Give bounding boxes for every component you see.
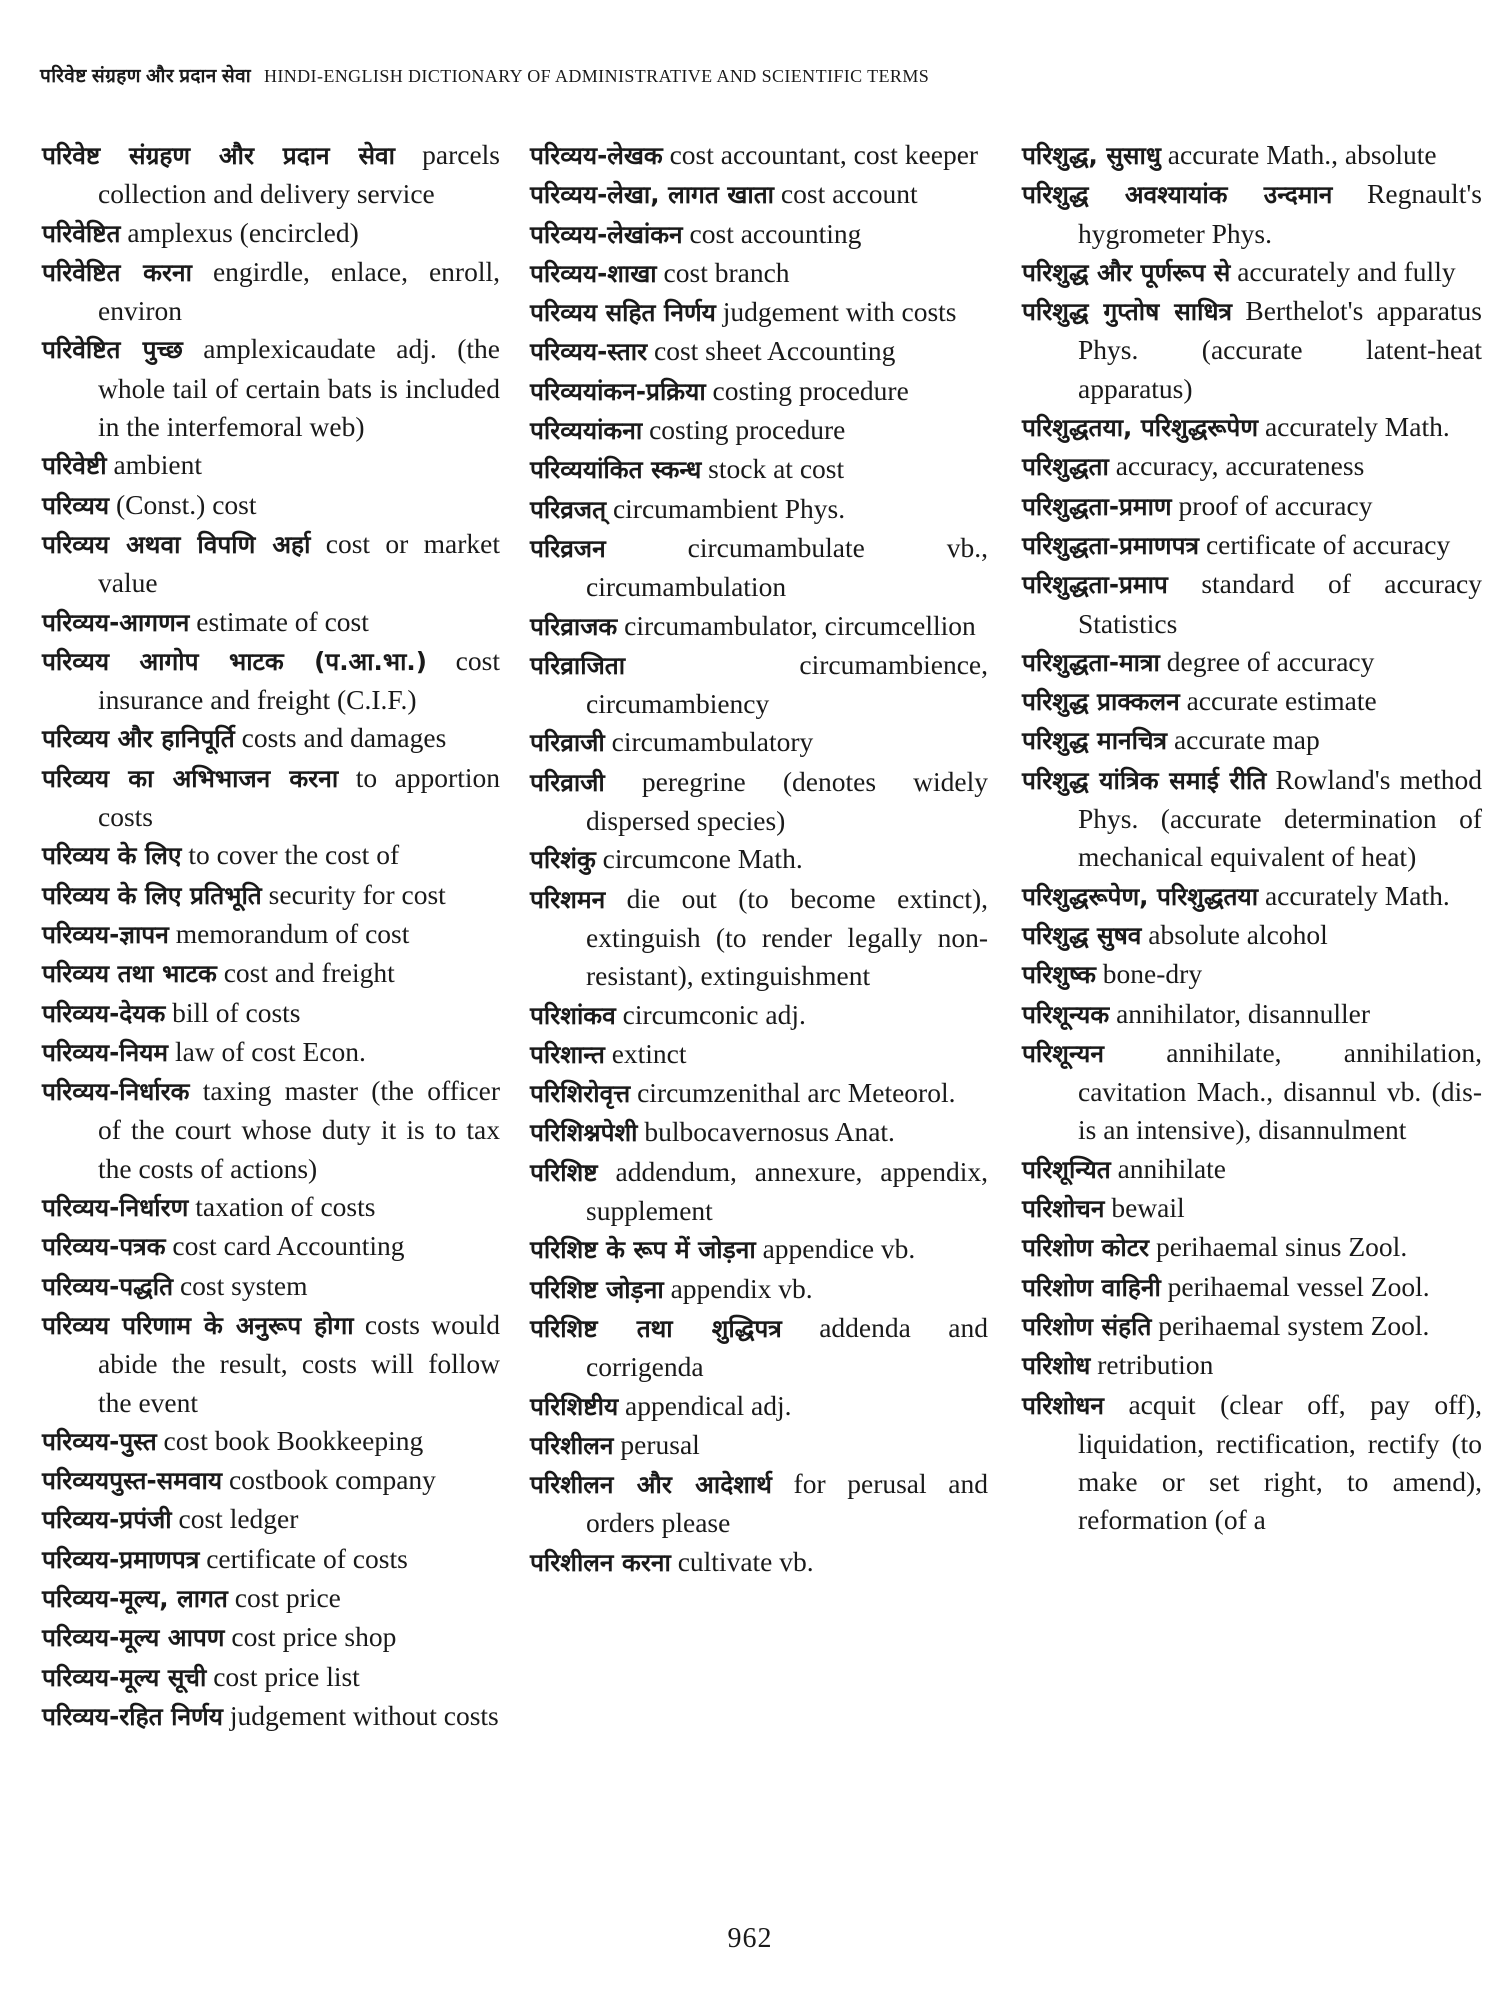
entry-term: परिशुद्ध, सुसाधु bbox=[1022, 141, 1161, 170]
dictionary-entry bbox=[530, 996, 988, 1035]
entry-term: परिव्राजी bbox=[530, 728, 605, 758]
entry-term: परिव्राजक bbox=[530, 611, 618, 641]
entry-definition: ambient bbox=[106, 449, 203, 481]
dictionary-entry bbox=[42, 1658, 500, 1697]
dictionary-entry bbox=[42, 1461, 500, 1500]
dictionary-entry bbox=[1022, 916, 1482, 955]
dictionary-entry bbox=[530, 1387, 988, 1426]
dictionary-entry bbox=[1022, 253, 1482, 292]
dictionary-entry bbox=[530, 1074, 988, 1113]
entry-definition: appendical adj. bbox=[618, 1389, 792, 1421]
dictionary-entry bbox=[42, 1579, 500, 1618]
entry-term: परिव्रजन bbox=[530, 533, 606, 563]
entry-term: परिशुद्ध मानचित्र bbox=[1022, 726, 1168, 756]
dictionary-entry bbox=[530, 880, 988, 996]
entry-definition: circumambience, circumambiency bbox=[586, 648, 988, 720]
entry-definition: circumambulate vb., circumambulation bbox=[586, 531, 988, 603]
entry-term: परिशोध bbox=[1022, 1351, 1091, 1381]
dictionary-entry bbox=[1022, 408, 1482, 447]
entry-definition: cost or market value bbox=[98, 527, 500, 599]
entry-term: परिव्यय-मूल्य आपण bbox=[42, 1623, 225, 1653]
entry-definition: cost book Bookkeeping bbox=[156, 1424, 424, 1456]
dictionary-entry bbox=[42, 136, 500, 214]
entry-definition: appendix vb. bbox=[663, 1272, 813, 1304]
header-hindi-title: परिवेष्ट संग्रहण और प्रदान सेवा bbox=[40, 66, 252, 87]
dictionary-entry bbox=[530, 411, 988, 450]
dictionary-entry bbox=[530, 1113, 988, 1152]
dictionary-entry bbox=[42, 876, 500, 915]
entry-term: परिशोण कोटर bbox=[1022, 1233, 1150, 1263]
entry-definition: cost accounting bbox=[682, 217, 862, 249]
entry-definition: (Const.) cost bbox=[109, 488, 257, 520]
entry-term: परिवेष्टित करना bbox=[42, 257, 192, 287]
entry-term: परिशुद्धता bbox=[1022, 452, 1109, 482]
dictionary-entry bbox=[42, 1072, 500, 1188]
entry-definition: cost price bbox=[227, 1581, 341, 1613]
entry-definition: cost insurance and freight (C.I.F.) bbox=[98, 644, 500, 716]
running-header bbox=[40, 62, 1460, 88]
entry-term: परिशून्यित bbox=[1022, 1154, 1111, 1184]
dictionary-entry bbox=[530, 293, 988, 332]
entry-term: परिव्यय-मूल्य, लागत bbox=[42, 1583, 228, 1613]
dictionary-entry bbox=[42, 1500, 500, 1539]
dictionary-entry bbox=[1022, 955, 1482, 994]
entry-term: परिव्यय का अभिभाजन करना bbox=[42, 763, 339, 793]
entry-definition: certificate of accuracy bbox=[1199, 528, 1451, 560]
dictionary-entry bbox=[530, 1543, 988, 1582]
entry-definition: cost account bbox=[774, 178, 918, 210]
dictionary-entry bbox=[42, 719, 500, 758]
dictionary-entry bbox=[530, 332, 988, 371]
entry-term: परिव्रजत् bbox=[530, 494, 607, 524]
entry-definition: costbook company bbox=[222, 1464, 436, 1496]
entry-definition: addenda and corrigenda bbox=[586, 1311, 988, 1383]
dictionary-entry bbox=[1022, 1228, 1482, 1267]
entry-term: परिव्यय-नियम bbox=[42, 1037, 169, 1067]
entry-term: परिशुद्धरूपेण, परिशुद्धतया bbox=[1022, 881, 1259, 911]
dictionary-entry bbox=[42, 1306, 500, 1422]
dictionary-entry bbox=[530, 723, 988, 762]
entry-definition: cost price list bbox=[206, 1660, 360, 1692]
entry-term: परिव्यय-प्रमाणपत्र bbox=[42, 1544, 200, 1574]
dictionary-entry bbox=[42, 1540, 500, 1579]
dictionary-entry bbox=[1022, 175, 1482, 253]
entry-definition: amplexus (encircled) bbox=[120, 216, 359, 248]
dictionary-entry bbox=[530, 763, 988, 841]
entry-definition: cost branch bbox=[656, 256, 790, 288]
entry-term: परिव्यय के लिए प्रतिभूति bbox=[42, 880, 262, 910]
dictionary-entry bbox=[530, 254, 988, 293]
entry-definition: judgement with costs bbox=[715, 296, 957, 328]
entry-term: परिशंकु bbox=[530, 845, 596, 875]
dictionary-entry bbox=[1022, 565, 1482, 643]
dictionary-entry bbox=[1022, 995, 1482, 1034]
dictionary-entry bbox=[42, 1227, 500, 1266]
dictionary-entry bbox=[1022, 1307, 1482, 1346]
entry-definition: acquit (clear off, pay off), liquidation, rectification, rectify (to make or set right, to amend), reformation (of a bbox=[1078, 1388, 1482, 1536]
dictionary-entry bbox=[1022, 1034, 1482, 1150]
entry-definition: proof of accuracy bbox=[1171, 489, 1373, 521]
entry-term: परिव्यय और हानिपूर्ति bbox=[42, 724, 235, 754]
entry-term: परिवेष्टित पुच्छ bbox=[42, 335, 183, 365]
entry-definition: estimate of cost bbox=[189, 605, 369, 637]
entry-term: परिव्यय-लेखक bbox=[530, 141, 663, 170]
entry-definition: costs and damages bbox=[234, 722, 447, 754]
entry-term: परिशुद्धता-मात्रा bbox=[1022, 647, 1160, 677]
entry-term: परिशुद्ध अवश्यायांक उन्दमान bbox=[1022, 180, 1333, 210]
dictionary-entry bbox=[1022, 877, 1482, 916]
entry-term: परिव्यय-लेखा, लागत खाता bbox=[530, 180, 775, 210]
entry-term: परिव्यय आगोप भाटक (प.आ.भा.) bbox=[42, 646, 427, 676]
entry-term: परिशून्यन bbox=[1022, 1038, 1104, 1068]
entry-definition: parcels collection and delivery service bbox=[98, 139, 500, 210]
entry-definition: accurate estimate bbox=[1179, 685, 1377, 717]
entry-term: परिव्यय-निर्धारक bbox=[42, 1077, 190, 1107]
entry-term: परिव्यय-पत्रक bbox=[42, 1232, 166, 1262]
entry-definition: costing procedure bbox=[705, 374, 909, 406]
entry-definition: accurate map bbox=[1167, 724, 1320, 756]
dictionary-entry bbox=[1022, 292, 1482, 408]
dictionary-entry bbox=[42, 1697, 500, 1736]
entry-term: परिशून्यक bbox=[1022, 999, 1110, 1029]
dictionary-entry bbox=[1022, 1189, 1482, 1228]
dictionary-entry bbox=[530, 1230, 988, 1269]
entry-term: परिव्ययपुस्त-समवाय bbox=[42, 1466, 223, 1496]
entry-term: परिव्ययांकित स्कन्ध bbox=[530, 455, 702, 485]
entry-term: परिशुष्क bbox=[1022, 960, 1096, 990]
entry-term: परिशांकव bbox=[530, 1000, 616, 1030]
entry-term: परिव्यय-ज्ञापन bbox=[42, 919, 169, 949]
dictionary-entry bbox=[42, 954, 500, 993]
entry-term: परिशोण संहति bbox=[1022, 1311, 1152, 1341]
entry-definition: cost accountant, cost keeper bbox=[662, 139, 979, 170]
entry-term: परिशिष्ट के रूप में जोड़ना bbox=[530, 1235, 756, 1265]
entry-definition: cost system bbox=[173, 1269, 308, 1301]
entry-definition: Rowland's method Phys. (accurate determination of mechanical equivalent of heat) bbox=[1078, 763, 1482, 873]
dictionary-entry bbox=[1022, 721, 1482, 760]
entry-definition: standard of accuracy Statistics bbox=[1078, 568, 1482, 639]
entry-definition: circumzenithal arc Meteorol. bbox=[630, 1077, 956, 1109]
dictionary-entry bbox=[42, 836, 500, 875]
dictionary-entry bbox=[530, 136, 988, 175]
dictionary-entry bbox=[530, 1270, 988, 1309]
entry-definition: accurately Math. bbox=[1258, 411, 1450, 443]
dictionary-entry bbox=[530, 646, 988, 724]
entry-term: परिशिश्नपेशी bbox=[530, 1118, 638, 1148]
entry-term: परिशान्त bbox=[530, 1039, 605, 1069]
dictionary-entry bbox=[530, 490, 988, 529]
entry-term: परिव्यय-पुस्त bbox=[42, 1426, 157, 1456]
entry-term: परिशुद्ध यांत्रिक समाई रीति bbox=[1022, 765, 1267, 795]
dictionary-entry bbox=[42, 525, 500, 603]
entry-definition: judgement without costs bbox=[223, 1699, 499, 1731]
entry-definition: cost sheet Accounting bbox=[647, 335, 896, 367]
entry-definition: cultivate vb. bbox=[670, 1545, 814, 1577]
entry-term: परिव्यय bbox=[42, 490, 110, 520]
entry-term: परिशुद्धता-प्रमाप bbox=[1022, 570, 1168, 600]
dictionary-entry bbox=[42, 1033, 500, 1072]
dictionary-entry bbox=[42, 642, 500, 720]
entry-term: परिशमन bbox=[530, 884, 606, 914]
dictionary-entry bbox=[1022, 1268, 1482, 1307]
entry-term: परिशुद्ध सुषव bbox=[1022, 920, 1142, 950]
dictionary-entry bbox=[530, 1153, 988, 1231]
entry-definition: bone-dry bbox=[1095, 958, 1203, 990]
entry-definition: extinct bbox=[604, 1037, 687, 1069]
entry-term: परिव्यय-शाखा bbox=[530, 258, 657, 288]
entry-definition: taxing master (the officer of the court whose duty it is to tax the costs of actions) bbox=[98, 1075, 500, 1184]
dictionary-entry bbox=[42, 446, 500, 485]
entry-term: परिव्यय-देयक bbox=[42, 998, 166, 1028]
dictionary-entry bbox=[530, 1465, 988, 1543]
dictionary-entry bbox=[1022, 1150, 1482, 1189]
entry-definition: law of cost Econ. bbox=[168, 1035, 366, 1067]
entry-definition: annihilate, annihilation, cavitation Mach., disannul vb. (dis- is an intensive), disannulment bbox=[1078, 1036, 1482, 1146]
dictionary-entry bbox=[530, 372, 988, 411]
entry-definition: to cover the cost of bbox=[181, 839, 400, 871]
entry-term: परिव्यय-मूल्य सूची bbox=[42, 1662, 207, 1692]
entry-definition: stock at cost bbox=[701, 453, 845, 485]
dictionary-entry bbox=[1022, 136, 1482, 175]
entry-definition: memorandum of cost bbox=[168, 917, 410, 949]
dictionary-entry bbox=[530, 1035, 988, 1074]
dictionary-entry bbox=[530, 175, 988, 214]
entry-term: परिशुद्ध और पूर्णरूप से bbox=[1022, 257, 1231, 287]
entry-definition: for perusal and orders please bbox=[586, 1468, 988, 1539]
entry-definition: amplexicaudate adj. (the whole tail of certain bats is included in the interfemoral web) bbox=[98, 333, 500, 443]
dictionary-entry bbox=[42, 1188, 500, 1227]
entry-term: परिशिष्ट जोड़ना bbox=[530, 1274, 664, 1304]
entry-definition: accurate Math., absolute bbox=[1160, 139, 1437, 170]
dictionary-entry bbox=[42, 915, 500, 954]
entry-term: परिव्यय-लेखांकन bbox=[530, 219, 683, 249]
entry-term: परिव्यय-रहित निर्णय bbox=[42, 1701, 223, 1731]
dictionary-entry bbox=[1022, 1386, 1482, 1540]
entry-term: परिशुद्धतया, परिशुद्धरूपेण bbox=[1022, 413, 1259, 443]
dictionary-entry bbox=[42, 603, 500, 642]
entry-term: परिव्यय-आगणन bbox=[42, 607, 190, 637]
entry-term: परिव्राजिता bbox=[530, 650, 626, 680]
entry-definition: peregrine (denotes widely dispersed species) bbox=[586, 765, 988, 837]
page-number: 962 bbox=[727, 1923, 773, 1954]
entry-term: परिव्राजी bbox=[530, 767, 605, 797]
entry-term: परिव्यय के लिए bbox=[42, 841, 182, 871]
entry-definition: bewail bbox=[1104, 1192, 1185, 1224]
entry-term: परिशुद्धता-प्रमाण bbox=[1022, 491, 1172, 521]
dictionary-entry bbox=[42, 1422, 500, 1461]
entry-term: परिशोचन bbox=[1022, 1194, 1105, 1224]
entry-term: परिव्यय सहित निर्णय bbox=[530, 298, 716, 328]
dictionary-entry bbox=[42, 1618, 500, 1657]
entry-term: परिवेष्ट संग्रहण और प्रदान सेवा bbox=[42, 141, 395, 170]
entry-definition: costs would abide the result, costs will follow the event bbox=[98, 1308, 500, 1418]
entry-term: परिव्यय-पद्धति bbox=[42, 1271, 174, 1301]
dictionary-entry bbox=[530, 607, 988, 646]
dictionary-entry bbox=[1022, 526, 1482, 565]
entry-term: परिशुद्ध गुप्तोष साधित्र bbox=[1022, 297, 1233, 327]
entry-definition: security for cost bbox=[261, 878, 446, 910]
header-english-title: HINDI-ENGLISH DICTIONARY OF ADMINISTRATIVE AND SCIENTIFIC TERMS bbox=[263, 66, 930, 86]
entry-definition: appendice vb. bbox=[755, 1233, 916, 1265]
entry-term: परिवेष्टी bbox=[42, 451, 107, 481]
dictionary-entry bbox=[530, 1426, 988, 1465]
entry-term: परिशुद्ध प्राक्कलन bbox=[1022, 687, 1180, 717]
entry-term: परिशीलन bbox=[530, 1430, 614, 1460]
entry-term: परिव्यय तथा भाटक bbox=[42, 959, 217, 989]
dictionary-entry bbox=[1022, 643, 1482, 682]
entry-term: परिशुद्धता-प्रमाणपत्र bbox=[1022, 530, 1200, 560]
dictionary-entry bbox=[1022, 1346, 1482, 1385]
entry-definition: circumambulator, circumcellion bbox=[617, 609, 976, 641]
entry-term: परिशीलन और आदेशार्थ bbox=[530, 1470, 772, 1500]
entry-term: परिवेष्टित bbox=[42, 218, 121, 248]
entry-term: परिव्यय परिणाम के अनुरूप होगा bbox=[42, 1310, 354, 1340]
entry-definition: cost ledger bbox=[171, 1503, 299, 1535]
entry-definition: circumcone Math. bbox=[595, 843, 803, 875]
entry-definition: degree of accuracy bbox=[1159, 645, 1375, 677]
entry-definition: Regnault's hygrometer Phys. bbox=[1078, 178, 1482, 249]
dictionary-entry bbox=[530, 450, 988, 489]
dictionary-entry bbox=[42, 1267, 500, 1306]
entry-term: परिव्यय-स्तार bbox=[530, 337, 648, 367]
entry-term: परिशिष्ट तथा शुद्धिपत्र bbox=[530, 1313, 782, 1343]
dictionary-entry bbox=[530, 1309, 988, 1387]
entry-term: परिशिरोवृत्त bbox=[530, 1079, 631, 1109]
entry-term: परिशीलन करना bbox=[530, 1547, 671, 1577]
dictionary-entry bbox=[42, 994, 500, 1033]
entry-definition: Berthelot's apparatus Phys. (accurate latent-heat apparatus) bbox=[1078, 295, 1482, 404]
dictionary-entry bbox=[42, 759, 500, 837]
dictionary-entry bbox=[42, 330, 500, 446]
entry-definition: perusal bbox=[613, 1428, 700, 1460]
entry-definition: to apportion costs bbox=[98, 761, 500, 833]
column-1 bbox=[42, 136, 500, 1916]
entry-definition: taxation of costs bbox=[188, 1191, 376, 1223]
dictionary-entry bbox=[42, 486, 500, 525]
entry-definition: absolute alcohol bbox=[1141, 918, 1328, 950]
entry-definition: perihaemal vessel Zool. bbox=[1160, 1270, 1430, 1302]
dictionary-entry bbox=[1022, 761, 1482, 877]
column-3 bbox=[1022, 136, 1482, 1916]
entry-term: परिशोण वाहिनी bbox=[1022, 1272, 1161, 1302]
entry-term: परिव्यय-निर्धारण bbox=[42, 1193, 189, 1223]
entry-definition: annihilator, disannuller bbox=[1109, 997, 1371, 1029]
dictionary-entry bbox=[42, 214, 500, 253]
entry-term: परिशोधन bbox=[1022, 1390, 1104, 1420]
dictionary-entry bbox=[1022, 487, 1482, 526]
dictionary-entry bbox=[1022, 447, 1482, 486]
entry-definition: cost price shop bbox=[224, 1621, 397, 1653]
entry-definition: retribution bbox=[1090, 1349, 1214, 1381]
entry-definition: perihaemal system Zool. bbox=[1151, 1309, 1430, 1341]
dictionary-entry bbox=[530, 529, 988, 607]
entry-term: परिशिष्टीय bbox=[530, 1391, 619, 1421]
column-2 bbox=[530, 136, 988, 1916]
entry-term: परिव्ययांकना bbox=[530, 416, 643, 446]
entry-definition: circumambient Phys. bbox=[606, 492, 846, 524]
entry-definition: circumconic adj. bbox=[615, 998, 806, 1030]
entry-definition: accuracy, accurateness bbox=[1108, 450, 1365, 482]
entry-term: परिव्ययांकन-प्रक्रिया bbox=[530, 376, 706, 406]
entry-definition: costing procedure bbox=[642, 414, 846, 446]
entry-definition: engirdle, enlace, enroll, environ bbox=[98, 255, 500, 327]
entry-definition: bulbocavernosus Anat. bbox=[637, 1116, 895, 1148]
entry-definition: cost card Accounting bbox=[165, 1230, 405, 1262]
entry-definition: accurately and fully bbox=[1230, 255, 1456, 287]
entry-definition: addendum, annexure, appendix, supplement bbox=[586, 1155, 988, 1227]
entry-definition: perihaemal sinus Zool. bbox=[1149, 1231, 1408, 1263]
dictionary-entry bbox=[530, 215, 988, 254]
entry-term: परिशिष्ट bbox=[530, 1157, 598, 1187]
entry-definition: certificate of costs bbox=[199, 1542, 408, 1574]
entry-definition: bill of costs bbox=[165, 996, 301, 1028]
entry-definition: cost and freight bbox=[216, 957, 395, 989]
entry-definition: accurately Math. bbox=[1258, 879, 1450, 911]
entry-term: परिव्यय-प्रपंजी bbox=[42, 1505, 172, 1535]
entry-definition: annihilate bbox=[1110, 1152, 1227, 1184]
dictionary-entry bbox=[42, 253, 500, 331]
dictionary-entry bbox=[1022, 682, 1482, 721]
entry-term: परिव्यय अथवा विपणि अर्हा bbox=[42, 529, 311, 559]
dictionary-entry bbox=[530, 840, 988, 879]
entry-definition: die out (to become extinct), extinguish (to render legally non-resistant), extinguishment bbox=[586, 882, 988, 992]
entry-definition: circumambulatory bbox=[604, 726, 814, 758]
